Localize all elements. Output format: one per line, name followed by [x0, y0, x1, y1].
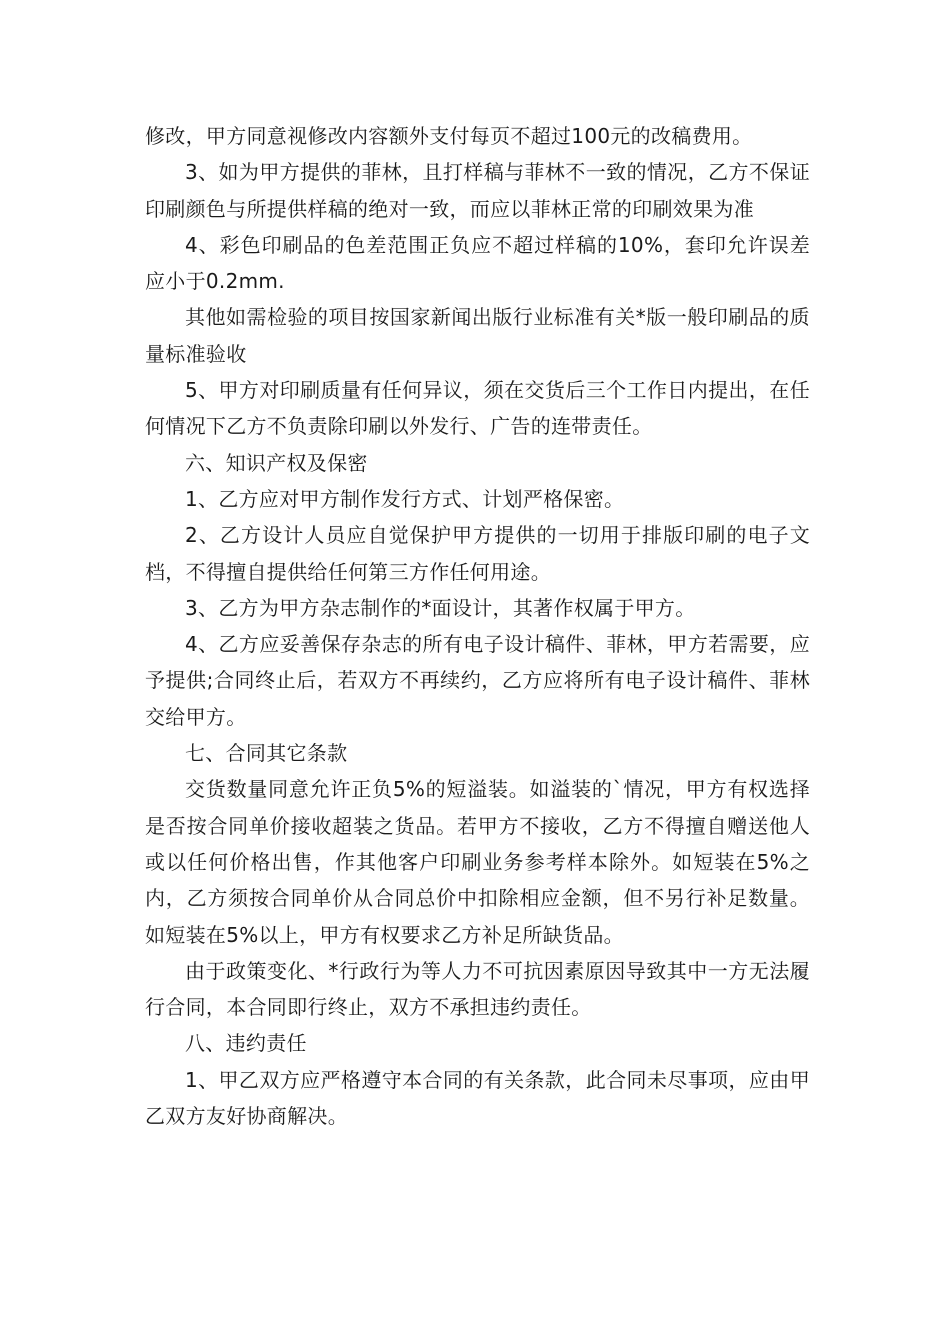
paragraph-delivery-quantity: 交货数量同意允许正负5%的短溢装。如溢装的`情况，甲方有权选择是否按合同单价接收超装之货品。若甲方不接收，乙方不得擅自赠送他人或以任何价格出售，作其他客户印刷业务参考样本除外。如短装在5%之内，乙方须按合同单价从合同总价中扣除相应金额，但不另行补足数量。如短装在5%以上，甲方有权要求乙方补足所缺货品。 [145, 777, 810, 947]
paragraph-clause-5: 5、甲方对印刷质量有任何异议，须在交货后三个工作日内提出，在任何情况下乙方不负责除印刷以外发行、广告的连带责任。 [145, 378, 810, 439]
paragraph-other-inspection: 其他如需检验的项目按国家新闻出版行业标准有关*版一般印刷品的质量标准验收 [145, 305, 810, 366]
document-body [145, 118, 810, 1134]
paragraph-clause-3: 3、如为甲方提供的菲林，且打样稿与菲林不一致的情况，乙方不保证印刷颜色与所提供样稿的绝对一致，而应以菲林正常的印刷效果为准 [145, 160, 810, 221]
section-heading-other-terms: 七、合同其它条款 [185, 741, 348, 766]
section-heading-breach: 八、违约责任 [185, 1031, 307, 1056]
paragraph-clause-4: 4、彩色印刷品的色差范围正负应不超过样稿的10%，套印允许误差应小于0.2mm. [145, 232, 810, 294]
section-heading-ip: 六、知识产权及保密 [185, 450, 368, 475]
paragraph-ip-3: 3、乙方为甲方杂志制作的*面设计，其著作权属于甲方。 [185, 595, 696, 620]
paragraph-force-majeure: 由于政策变化、*行政行为等人力不可抗因素原因导致其中一方无法履行合同，本合同即行终止，双方不承担违约责任。 [145, 958, 810, 1020]
paragraph-ip-4: 4、乙方应妥善保存杂志的所有电子设计稿件、菲林，甲方若需要，应予提供;合同终止后，若双方不再续约，乙方应将所有电子设计稿件、菲林交给甲方。 [145, 632, 810, 729]
paragraph-ip-2: 2、乙方设计人员应自觉保护甲方提供的一切用于排版印刷的电子文档，不得擅自提供给任何第三方作任何用途。 [145, 523, 810, 584]
paragraph-ip-1: 1、乙方应对甲方制作发行方式、计划严格保密。 [185, 486, 625, 511]
paragraph-breach-1: 1、甲乙双方应严格遵守本合同的有关条款，此合同未尽事项，应由甲乙双方友好协商解决。 [145, 1067, 810, 1129]
paragraph-continuation: 修改，甲方同意视修改内容额外支付每页不超过100元的改稿费用。 [145, 124, 753, 148]
